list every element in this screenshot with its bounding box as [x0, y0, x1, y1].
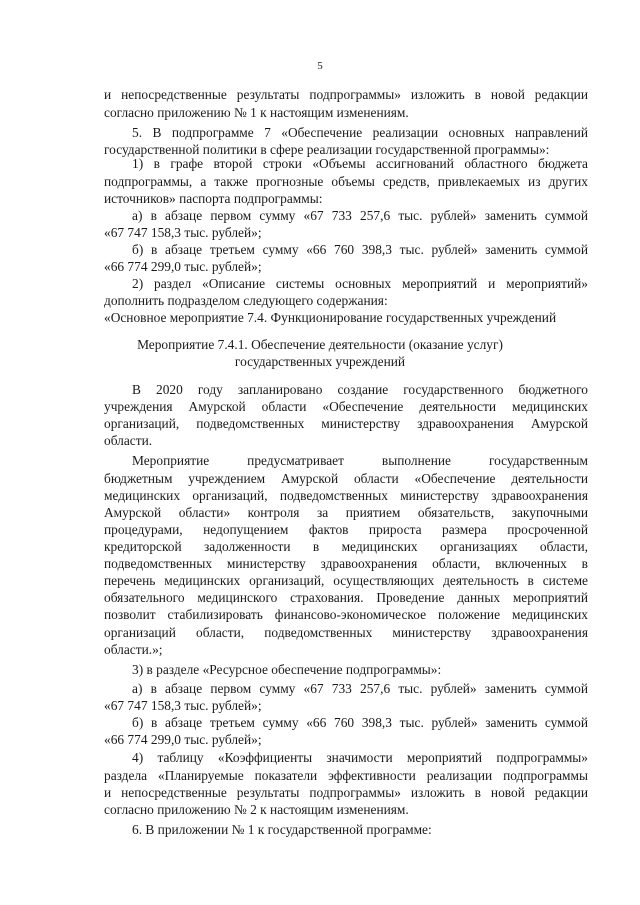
text-line: организаций области, подведомственных министерству здравоохранения — [104, 625, 588, 640]
text-line: 5. В подпрограмме 7 «Обеспечение реализации основных направлений — [132, 125, 588, 140]
text-line: учреждения Амурской области «Обеспечение деятельности медицинских — [104, 399, 588, 414]
text-line: а) в абзаце первом сумму «67 733 257,6 тыс. рублей» заменить суммой — [132, 681, 588, 696]
text-line: перечень медицинских организаций, осуществляющих деятельность в системе — [104, 573, 588, 588]
text-line: 4) таблицу «Коэффициенты значимости мероприятий подпрограммы» — [132, 750, 588, 765]
text-line: а) в абзаце первом сумму «67 733 257,6 тыс. рублей» заменить суммой — [132, 208, 588, 223]
text-line: 3) в разделе «Ресурсное обеспечение подпрограммы»: — [132, 662, 442, 677]
text-line: и непосредственные результаты подпрограммы» изложить в новой редакции — [104, 785, 588, 800]
text-line: согласно приложению № 2 к настоящим изменениям. — [104, 802, 409, 817]
text-line: б) в абзаце третьем сумму «66 760 398,3 тыс. рублей» заменить суммой — [132, 715, 588, 730]
text-line: области.»; — [104, 642, 163, 657]
text-line: обязательного медицинского страхования. Проведение данных мероприятий — [104, 590, 588, 605]
text-line: «67 747 158,3 тыс. рублей»; — [104, 225, 262, 240]
text-line: «66 774 299,0 тыс. рублей»; — [104, 732, 262, 747]
text-line: процедурами, недопущением фактов прироста размера просроченной — [104, 522, 588, 537]
text-line: Амурской области» контроля за приятием обязательств, закупочными — [104, 505, 588, 520]
text-line: медицинских организаций, подведомственных министерству здравоохранения — [104, 488, 588, 503]
text-line: согласно приложению № 1 к настоящим изменениям. — [104, 105, 409, 120]
text-line: «Основное мероприятие 7.4. Функционирование государственных учреждений — [104, 310, 557, 325]
text-line: 6. В приложении № 1 к государственной программе: — [132, 822, 432, 837]
text-line: государственной политики в сфере реализации государственной программы»: — [104, 142, 550, 157]
text-line: области. — [104, 433, 153, 448]
text-line: «67 747 158,3 тыс. рублей»; — [104, 698, 262, 713]
text-line: кредиторской задолженности в медицинских организациях области, — [104, 539, 588, 554]
text-line: организаций, подведомственных министерству здравоохранения Амурской — [104, 416, 588, 431]
text-line: В 2020 году запланировано создание государственного бюджетного — [132, 382, 588, 397]
text-line: раздела «Планируемые показатели эффективности реализации подпрограммы — [104, 768, 588, 783]
text-line: б) в абзаце третьем сумму «66 760 398,3 тыс. рублей» заменить суммой — [132, 242, 588, 257]
text-line: подведомственных министерству здравоохранения области, включенных в — [104, 556, 588, 571]
text-line: позволит стабилизировать финансово-экономическое положение медицинских — [104, 607, 588, 622]
text-line: дополнить подразделом следующего содержания: — [104, 293, 388, 308]
text-line: Мероприятие предусматривает выполнение государственным — [132, 453, 588, 468]
text-line: бюджетным учреждением Амурской области «Обеспечение деятельности — [104, 471, 588, 486]
text-line: источников» паспорта подпрограммы: — [104, 191, 323, 206]
text-line: 1) в графе второй строки «Объемы ассигнований областного бюджета — [132, 156, 588, 171]
text-line: 2) раздел «Описание системы основных мероприятий и мероприятий» — [132, 276, 588, 291]
section-heading-line: Мероприятие 7.4.1. Обеспечение деятельности (оказание услуг) — [137, 337, 503, 352]
text-line: подпрограммы, а также прогнозные объемы средств, привлекаемых из других — [104, 174, 588, 189]
text-line: «66 774 299,0 тыс. рублей»; — [104, 259, 262, 274]
text-line: и непосредственные результаты подпрограммы» изложить в новой редакции — [104, 87, 588, 102]
page-number: 5 — [317, 60, 323, 72]
section-heading-line: государственных учреждений — [234, 354, 406, 369]
